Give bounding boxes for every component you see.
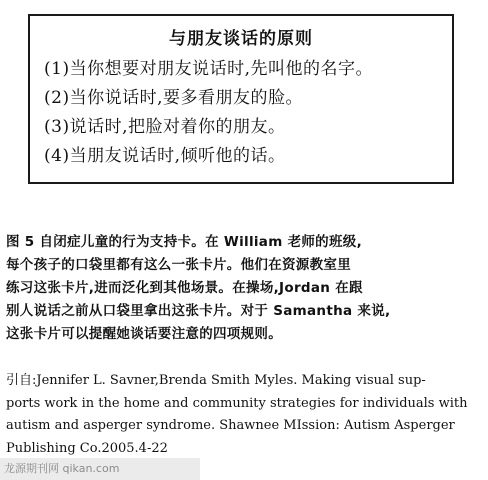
watermark: 龙源期刊网 qikan.com bbox=[0, 458, 200, 480]
caption-line: 每个孩子的口袋里都有这么一张卡片。他们在资源教室里 bbox=[6, 257, 351, 273]
card-title: 与朋友谈话的原则 bbox=[169, 29, 313, 49]
citation-line: ports work in the home and community strategies for individuals with bbox=[6, 395, 468, 411]
figure-caption bbox=[6, 231, 484, 346]
rule-item: (3)说话时,把脸对着你的朋友。 bbox=[44, 117, 286, 137]
rule-item: (4)当朋友说话时,倾听他的话。 bbox=[44, 146, 286, 166]
caption-line: 练习这张卡片,进而泛化到其他场景。在操场,Jordan 在跟 bbox=[6, 280, 363, 296]
rule-item: (2)当你说话时,要多看朋友的脸。 bbox=[44, 88, 303, 108]
citation bbox=[6, 370, 484, 460]
rules-card bbox=[28, 14, 454, 184]
citation-line: 引自:Jennifer L. Savner,Brenda Smith Myles. Making visual sup- bbox=[6, 373, 426, 388]
citation-line: Publishing Co.2005.4-22 bbox=[6, 440, 168, 456]
rule-item: (1)当你想要对朋友说话时,先叫他的名字。 bbox=[44, 59, 373, 79]
caption-line: 这张卡片可以提醒她谈话要注意的四项规则。 bbox=[6, 326, 282, 342]
caption-line: 图 5 自闭症儿童的行为支持卡。在 William 老师的班级, bbox=[6, 234, 362, 250]
citation-line: autism and asperger syndrome. Shawnee MIssion: Autism Asperger bbox=[6, 418, 455, 433]
caption-line: 别人说话之前从口袋里拿出这张卡片。对于 Samantha 来说, bbox=[6, 303, 391, 319]
